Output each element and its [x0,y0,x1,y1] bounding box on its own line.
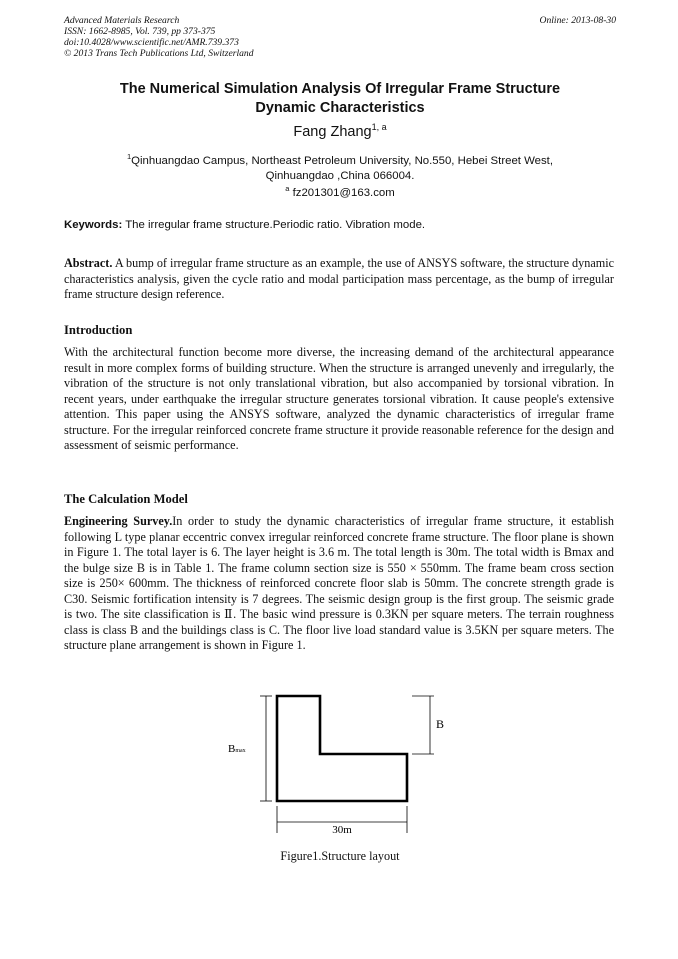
affiliation [64,149,616,184]
online-date: Online: 2013-08-30 [539,15,616,26]
author-email [64,184,616,199]
author-superscript: 1, a [371,122,387,132]
email-address: fz201301@163.com [292,186,395,199]
section-heading-introduction: Introduction [64,323,133,337]
keywords-text: The irregular frame structure.Periodic ratio. Vibration mode. [125,219,426,231]
title-line-2: Dynamic Characteristics [255,100,425,116]
journal-header [64,15,616,59]
abstract-text: A bump of irregular frame structure as an example, the use of ANSYS software, the structure dynamic characteristics analysis, given the cycle ratio and modal participation mass percentage, as the bump of irregular frame structure design reference. [64,256,615,301]
introduction-text: With the architectural function become more diverse, the increasing demand of the architectural appearance result in more complex forms of building structure. When the structure is arranged unevenly and irregularly, the vibration of the structure is not only translational vibration, but also accompanied by torsional vibration. In recent years, under earthquake the irregular structure generates torsional vibration. It cause people's extensive attention. This paper using the ANSYS software, analyzed the dynamic characteristics of irregular frame structure. For the irregular reinforced concrete frame structure it provide reasonable reference for the design and assessment of seismic performance. [64,345,614,452]
affiliation-line-2: Qinhuangdao ,China 066004. [265,169,415,182]
affiliation-superscript: 1 [126,152,132,161]
figure-caption: Figure1.Structure layout [280,849,400,863]
length-label: 30m [332,824,352,836]
abstract [64,256,614,303]
author [64,122,616,140]
figure-structure-layout [220,688,460,838]
paper-title [64,80,616,118]
l-shaped-floor-plan [277,696,407,801]
email-superscript: a [285,184,290,193]
copyright-line: © 2013 Trans Tech Publications Ltd, Switzerland [64,48,254,59]
doi-line: doi:10.4028/www.scientific.net/AMR.739.373 [64,37,239,48]
affiliation-line-1: Qinhuangdao Campus, Northeast Petroleum University, No.550, Hebei Street West, [131,154,554,167]
section-heading-calculation-model: The Calculation Model [64,492,188,506]
structure-layout-diagram [220,688,460,838]
b-label: B [436,717,445,731]
engineering-survey-text: In order to study the dynamic characteristics of irregular frame structure, it establish following L type planar eccentric convex irregular reinforced concrete frame structure. The floor plane is shown in Figure 1. The total layer is 6. The layer height is 3.6 m. The total length is 30m. The total width is Bmax and the bulge size B is in Table 1. The frame column section size is 550 × 550mm. The frame beam cross section size is 250× 600mm. The thickness of reinforced concrete floor slab is 50mm. The concrete strength grade is C30. Seismic fortification intensity is 7 degrees. The seismic design group is the first group. The seismic grade is two. The site classification is Ⅱ. The basic wind pressure is 0.3KN per square meters. The terrain roughness class is class B and the buildings class is C. The floor live load standard value is 3.5KN per square meters. The structure plane arrangement is shown in Figure 1. [64,514,614,652]
issn-line: ISSN: 1662-8985, Vol. 739, pp 373-375 [64,26,216,37]
bmax-label: Bmax [228,743,246,755]
keywords-label: Keywords: [64,219,123,231]
keywords [64,219,616,231]
abstract-label: Abstract. [64,256,113,270]
journal-name: Advanced Materials Research [64,15,180,26]
engineering-survey-label: Engineering Survey. [64,514,173,528]
calculation-model-paragraph [64,514,614,654]
author-name: Fang Zhang [293,123,372,140]
title-line-1: The Numerical Simulation Analysis Of Irregular Frame Structure [119,81,561,97]
